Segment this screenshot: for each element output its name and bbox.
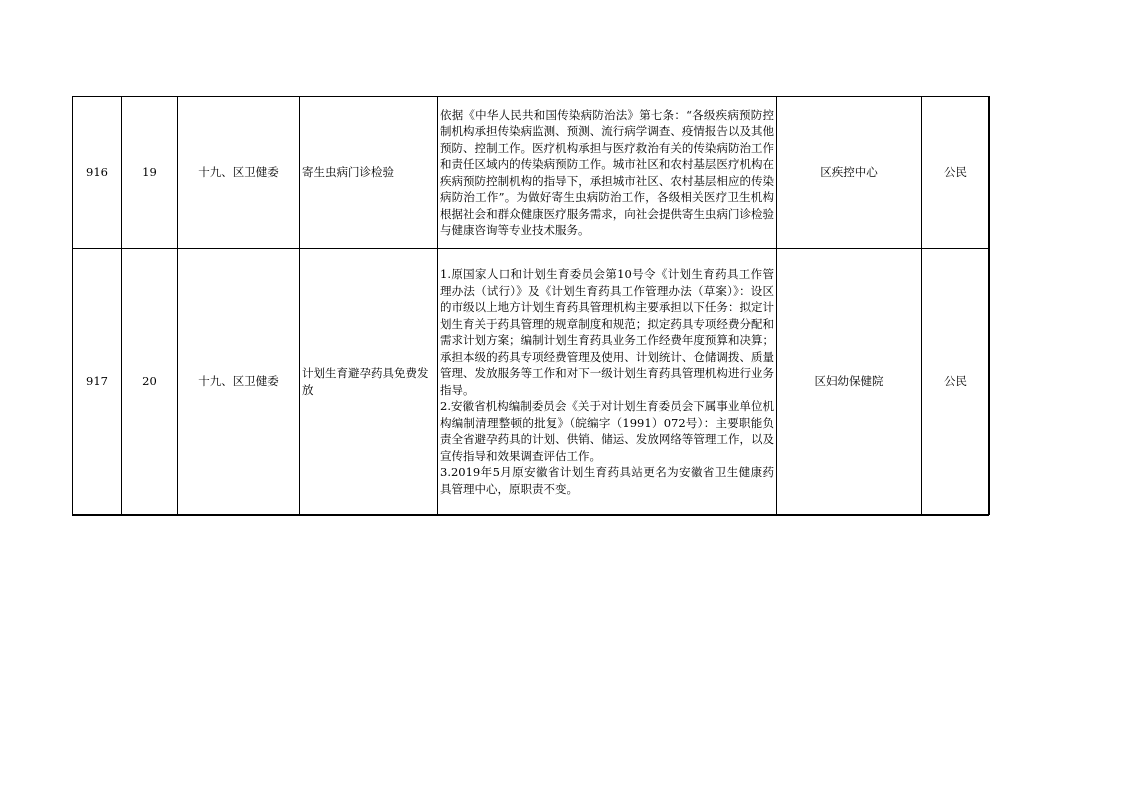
department-cell: 十九、区卫健委 (178, 97, 300, 249)
item-name-cell: 计划生育避孕药具免费发放 (300, 249, 438, 515)
basis-cell (438, 97, 777, 249)
row-sub-number: 20 (122, 249, 178, 515)
item-name-cell: 寄生虫病门诊检验 (300, 97, 438, 249)
table-row (73, 97, 990, 249)
basis-paragraph: 1.原国家人口和计划生育委员会第10号令《计划生育药具工作管理办法（试行）》及《计划生育药具工作管理办法（草案）》：设区的市级以上地方计划生育药具管理机构主要承担以下任务：拟定计划生育关于药具管理的规章制度和规范；拟定药具专项经费分配和需求计划方案；编制计划生育药具业务工作经费年度预算和决算；承担本级的药具专项经费管理及使用、计划统计、仓储调拨、质量管理、发放服务等工作和对下一级计划生育药具管理机构进行业务指导。 (440, 267, 774, 397)
basis-cell (438, 249, 777, 515)
row-number: 917 (73, 249, 122, 515)
responsible-unit-cell: 区妇幼保健院 (777, 249, 922, 515)
service-target-cell: 公民 (922, 97, 990, 249)
responsible-unit-cell: 区疾控中心 (777, 97, 922, 249)
row-number: 916 (73, 97, 122, 249)
row-sub-number: 19 (122, 97, 178, 249)
table-row (73, 249, 990, 515)
basis-paragraph: 依据《中华人民共和国传染病防治法》第七条：“各级疾病预防控制机构承担传染病监测、预测、流行病学调查、疫情报告以及其他预防、控制工作。医疗机构承担与医疗救治有关的传染病防治工作和责任区域内的传染病预防工作。城市社区和农村基层医疗机构在疾病预防控制机构的指导下，承担城市社区、农村基层相应的传染病防治工作”。为做好寄生虫病防治工作，各级相关医疗卫生机构根据社会和群众健康医疗服务需求，向社会提供寄生虫病门诊检验与健康咨询等专业技术服务。 (440, 107, 774, 237)
basis-paragraph: 3.2019年5月原安徽省计划生育药具站更名为安徽省卫生健康药具管理中心，原职责不变。 (440, 465, 774, 496)
service-items-table (72, 96, 990, 515)
service-target-cell: 公民 (922, 249, 990, 515)
basis-paragraph: 2.安徽省机构编制委员会《关于对计划生育委员会下属事业单位机构编制清理整顿的批复》（皖编字（1991）072号）：主要职能负责全省避孕药具的计划、供销、储运、发放网络等管理工作，以及宣传指导和效果调查评估工作。 (440, 399, 774, 463)
department-cell: 十九、区卫健委 (178, 249, 300, 515)
